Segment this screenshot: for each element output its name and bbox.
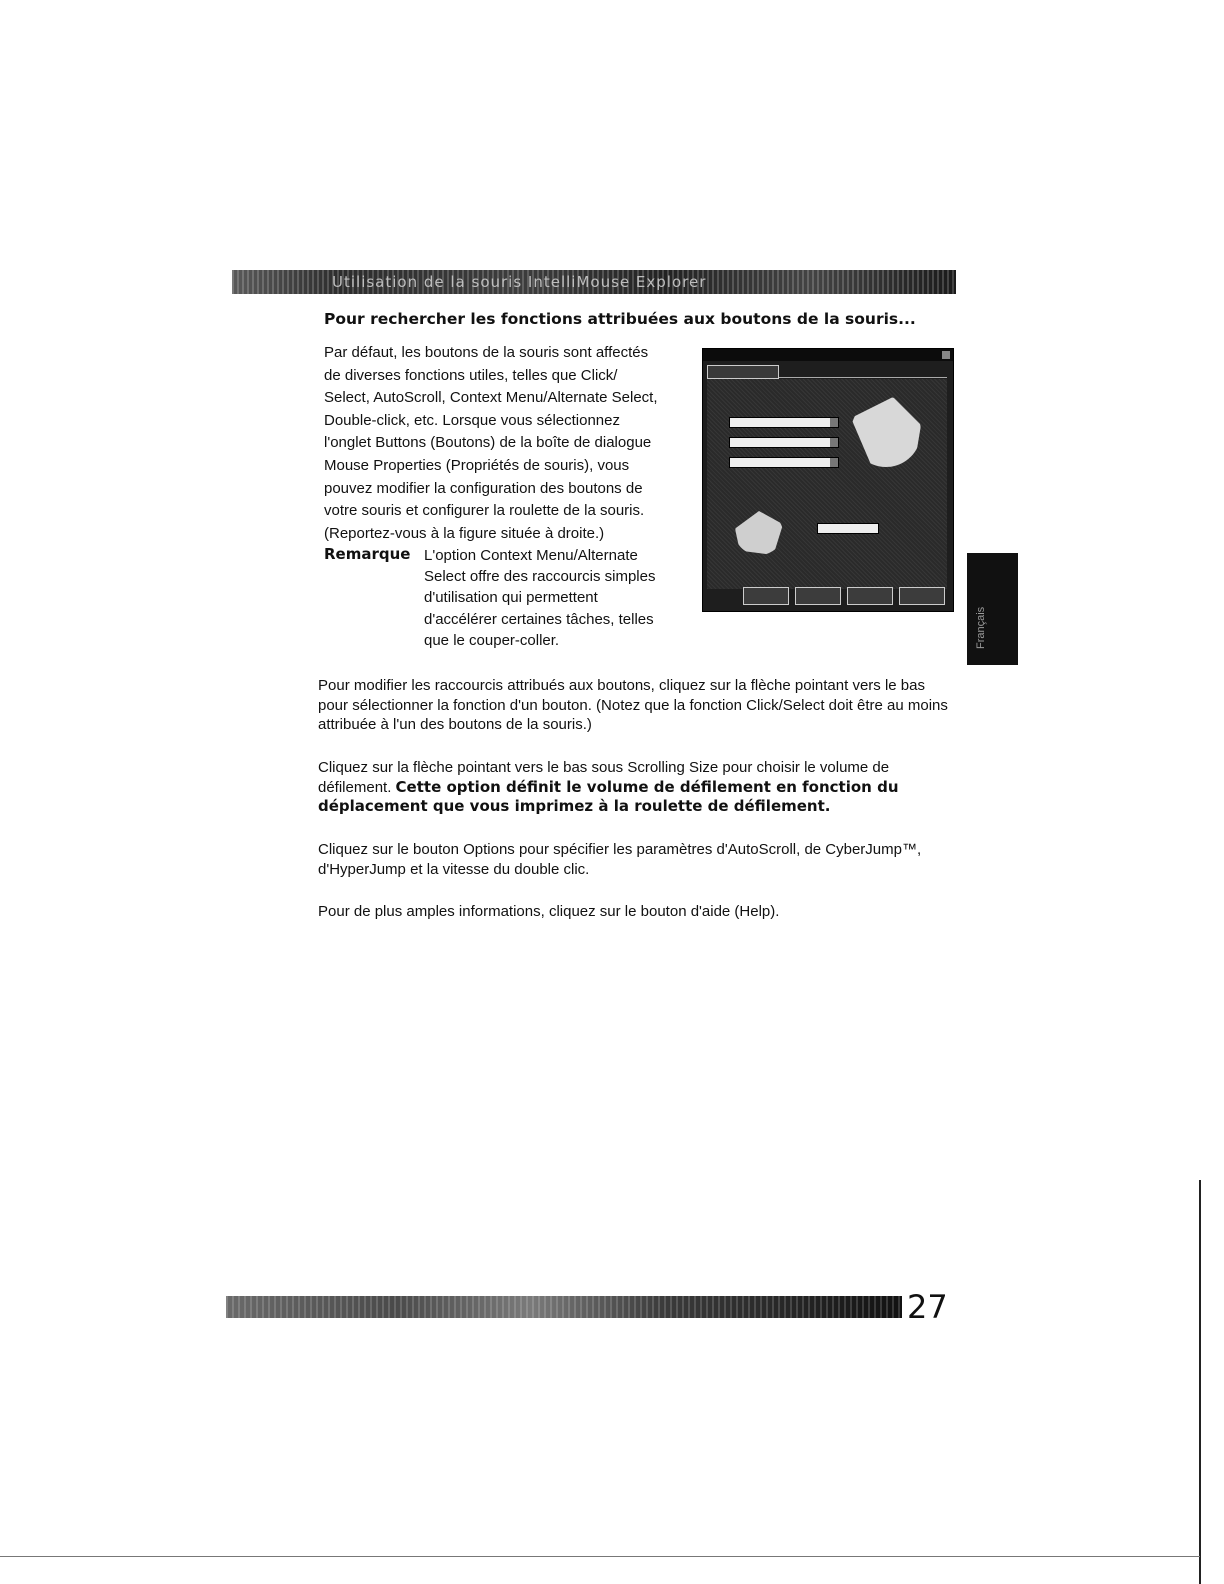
cancel-button [795,587,841,605]
paragraph-options: Cliquez sur le bouton Options pour spécifier les paramètres d'AutoScroll, de CyberJump™, d'HyperJump et la vitesse du double clic. [318,841,922,878]
mouse-properties-screenshot [702,348,954,612]
dialog-body [707,379,947,589]
dialog-titlebar [703,349,953,361]
ok-button [743,587,789,605]
right-button-select [729,437,839,448]
dialog-tab-row [707,365,947,378]
paragraph-scrolling-size-bold: Cette option définit le volume de défilement en fonction du déplacement que vous imprimez à la roulette de défilement. [318,777,899,816]
help-button [899,587,945,605]
paragraph-scrolling-size [318,758,958,817]
page-number: 27 [907,1288,948,1326]
mouse-illustration [851,397,921,467]
language-side-tab [967,553,1018,665]
left-button-select [729,417,839,428]
scan-edge-bottom [0,1556,1200,1557]
paragraph-shortcuts: Pour modifier les raccourcis attribués aux boutons, cliquez sur la flèche pointant vers le bas pour sélectionner la fonction d'un bouton. (Notez que la fonction Click/Select doit être au moins attribuée à l'un des boutons de la souris.) [318,677,948,734]
wheel-button-select [729,457,839,468]
close-icon [942,351,950,359]
apply-button [847,587,893,605]
header-band [232,270,956,294]
dialog-button-row [743,587,947,605]
tab-buttons [707,365,779,379]
note-label: Remarque [324,545,411,563]
header-band-text: Utilisation de la souris IntelliMouse Explorer [332,273,707,291]
paragraph-help: Pour de plus amples informations, cliquez sur le bouton d'aide (Help). [318,903,780,920]
wheel-illustration [735,511,783,555]
footer-band [226,1296,902,1318]
intro-paragraph: Par défaut, les boutons de la souris sont affectés de diverses fonctions utiles, telles que Click/ Select, AutoScroll, Context Menu/Alternate Select, Double-click, etc. Lorsque vous sélectionnez l'onglet Buttons (Boutons) de la boîte de dialogue Mouse Properties (Propriétés de souris), vous pouvez modifier la configuration des boutons de votre souris et configurer la roulette de la souris. (Reportez-vous à la figure située à droite.) [324,344,658,542]
language-side-tab-label: Français [975,606,987,649]
note-text: L'option Context Menu/Alternate Select offre des raccourcis simples d'utilisation qui permettent d'accélérer certaines tâches, telles que le couper-coller. [424,547,656,649]
scrolling-size-select [817,523,879,534]
section-title: Pour rechercher les fonctions attribuées aux boutons de la souris... [324,310,916,328]
paragraph-scrolling-size-text: Cliquez sur la flèche pointant vers le bas sous Scrolling Size pour choisir le volume de défilement. [318,759,890,796]
scan-edge-right [1199,1180,1201,1584]
